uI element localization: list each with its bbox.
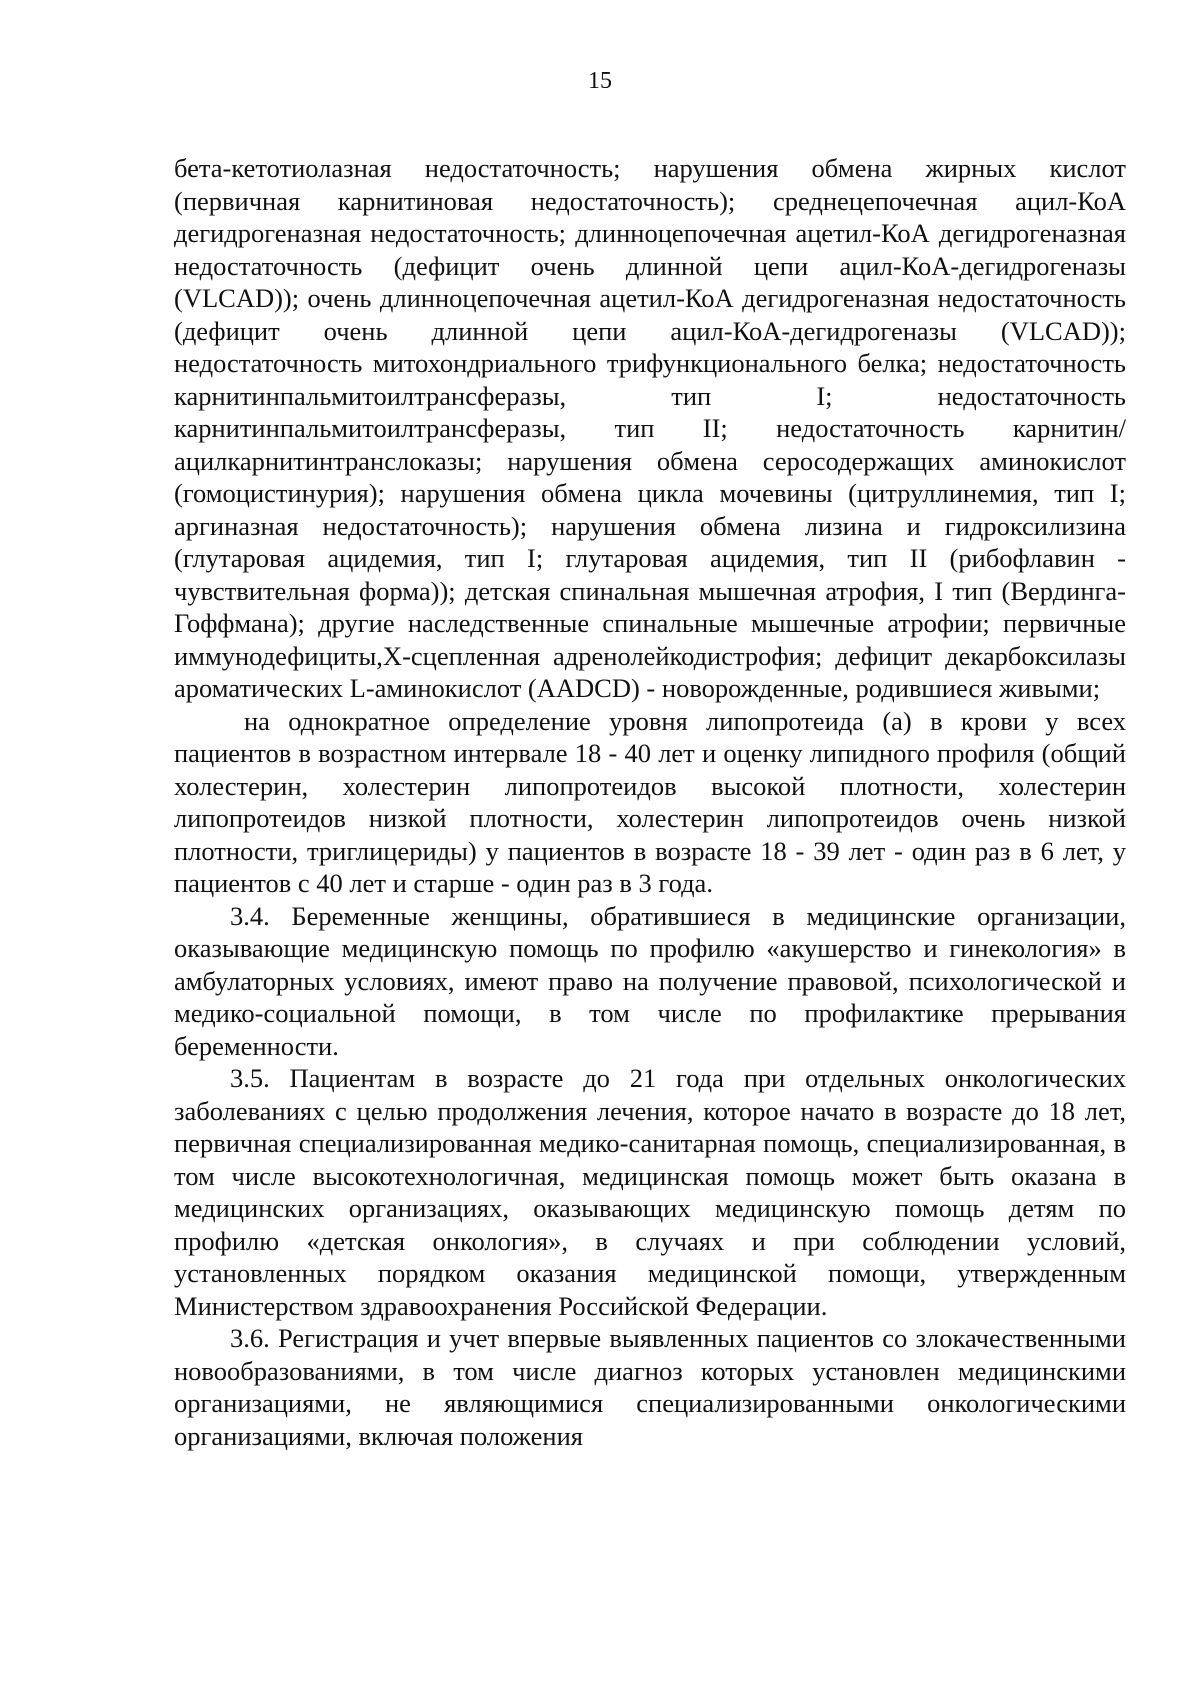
paragraph-3-4: 3.4. Беременные женщины, обратившиеся в медицинские организации, оказывающие медицинскую помощь по профилю «акушерство и гинекология» в амбулаторных условиях, имеют право на получение правовой, психологической и медико-социальной помощи, в том числе по профилактике прерывания беременности. xyxy=(174,900,1126,1061)
paragraph-screening-list: бета-кетотиолазная недостаточность; нарушения обмена жирных кислот (первичная карнитиновая недостаточность); среднецепочечная ацил-КоА дегидрогеназная недостаточность; длинноцепочечная ацетил-КоА дегидрогеназная недостаточность (дефицит очень длинной цепи ацил-КоА-дегидрогеназы (VLCAD)); очень длинноцепочечная ацетил-КоА дегидрогеназная недостаточность (дефицит очень длинной цепи ацил-КоА-дегидрогеназы (VLCAD)); недостаточность митохондриального трифункционального белка; недостаточность карнитинпальмитоилтрансферазы, тип I; недостаточность карнитинпальмитоилтрансферазы, тип II; недостаточность карнитин/ацилкарнитинтранслоказы; нарушения обмена серосодержащих аминокислот (гомоцистинурия); нарушения обмена цикла мочевины (цитруллинемия, тип I; аргиназная недостаточность); нарушения обмена лизина и гидроксилизина (глутаровая ацидемия, тип I; глутаровая ацидемия, тип II (рибофлавин - чувствительная форма)); детская спинальная мышечная атрофия, I тип (Вердинга-Гоффмана); другие наследственные спинальные мышечные атрофии; первичные иммунодефициты,Х-сцепленная адренолейкодистрофия; дефицит декарбоксилазы ароматических L-аминокислот (AADCD) - новорожденные, родившиеся живыми; xyxy=(174,153,1126,703)
page-number: 15 xyxy=(588,68,612,94)
paragraph-lipid-profile: на однократное определение уровня липопротеида (а) в крови у всех пациентов в возрастном интервале 18 - 40 лет и оценку липидного профиля (общий холестерин, холестерин липопротеидов высокой плотности, холестерин липопротеидов низкой плотности, холестерин липопротеидов очень низкой плотности, триглицериды) у пациентов в возрасте 18 - 39 лет - один раз в 6 лет, у пациентов с 40 лет и старше - один раз в 3 года. xyxy=(174,705,1126,898)
paragraph-3-5: 3.5. Пациентам в возрасте до 21 года при отдельных онкологических заболеваниях с целью продолжения лечения, которое начато в возрасте до 18 лет, первичная специализированная медико-санитарная помощь, специализированная, в том числе высокотехнологичная, медицинская помощь может быть оказана в медицинских организациях, оказывающих медицинскую помощь детям по профилю «детская онкология», в случаях и при соблюдении условий, установленных порядком оказания медицинской помощи, утвержденным Министерством здравоохранения Российской Федерации. xyxy=(174,1063,1126,1321)
paragraph-3-6: 3.6. Регистрация и учет впервые выявленных пациентов со злокачественными новообразованиями, в том числе диагноз которых установлен медицинскими организациями, не являющимися специализированными онкологическими организациями, включая положения xyxy=(174,1323,1126,1451)
document-body xyxy=(174,152,1126,1452)
